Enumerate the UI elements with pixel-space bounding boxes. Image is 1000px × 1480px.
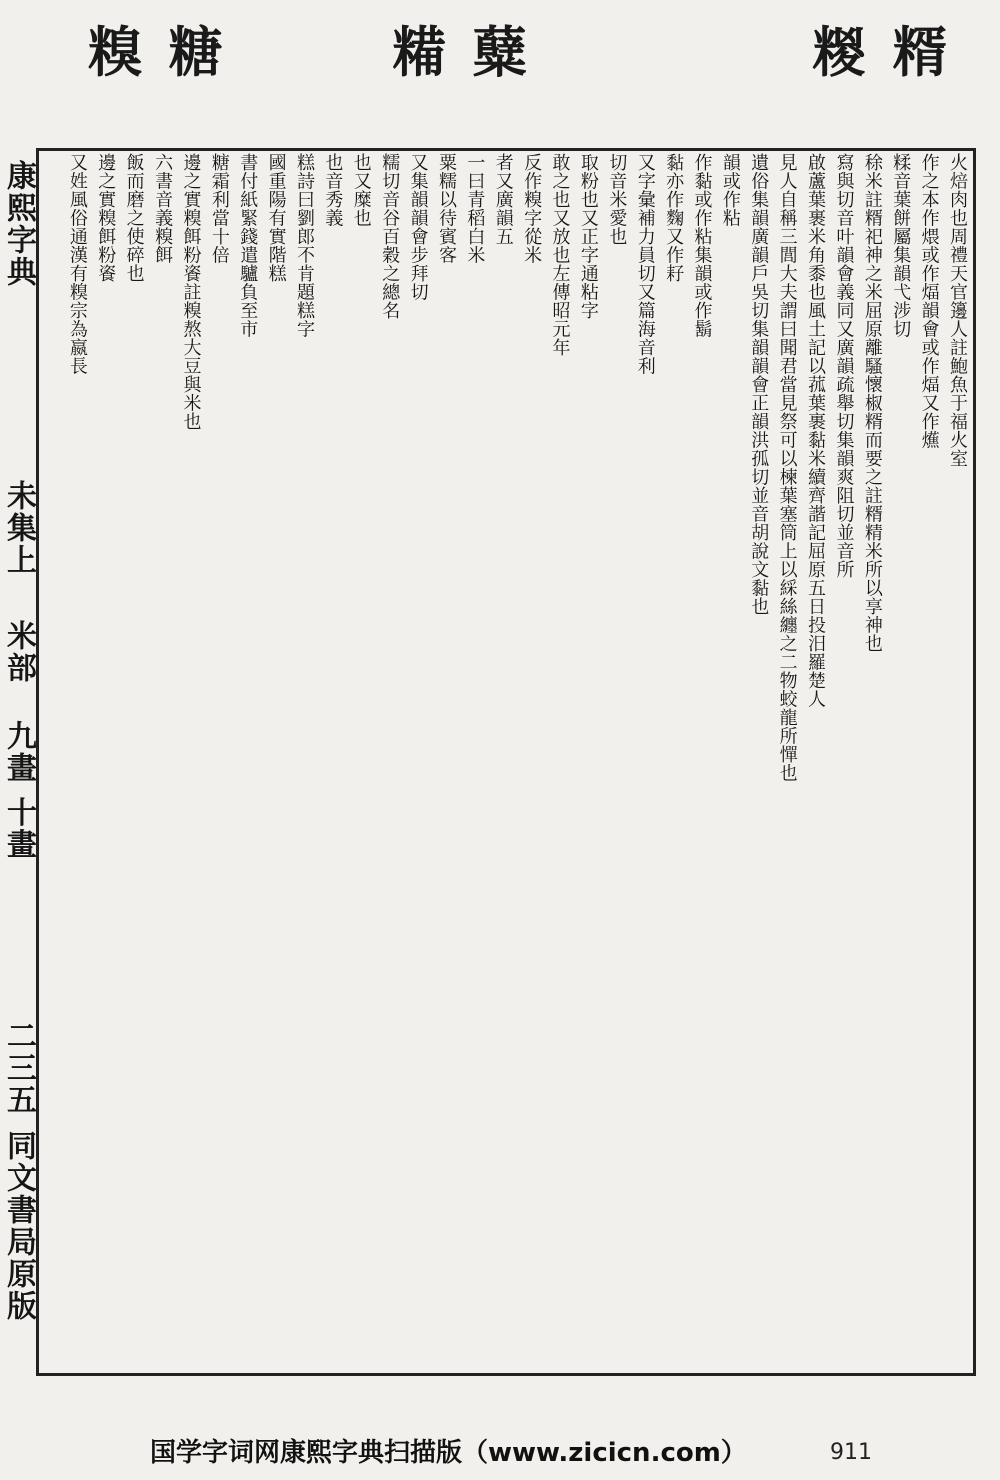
text-column: 作之本作煨或作煏韻會或作煏又作爑 [918,153,940,449]
text-column: 書付紙緊錢遣驢負至市 [237,153,259,338]
seal-script-right: 糉 糈 [812,20,951,84]
page-number: 911 [830,1440,872,1465]
text-column: 黏亦作麴又作耔 [663,153,685,283]
seal-script-left: 糗 糖 [88,20,227,84]
volume-label: 未集上 [1,480,36,576]
dictionary-text-frame [36,148,976,1376]
text-column: 也又糜也 [350,153,372,227]
text-column: 糖霜利當十倍 [208,153,230,264]
text-column: 作黏或作粘集韻或作鬍 [691,153,713,338]
margin-sidebar [0,160,36,1380]
text-column: 糯切音谷百穀之總名 [379,153,401,320]
text-column: 邊之實糗餌粉餈 [95,153,117,283]
book-title: 康熙字典 [1,160,36,288]
volume-page-number: 二三五 [1,1020,36,1116]
text-column: 一曰青稻白米 [464,153,486,264]
text-column: 糅音葉餅屬集韻弋涉切 [890,153,912,338]
text-column: 火焙肉也周禮天官籩人註鮑魚于福火室 [947,153,968,468]
text-column: 啟蘆葉裹米角黍也風土記以菰葉裹黏米續齊諧記屈原五日投汨羅楚人 [805,153,827,708]
text-column: 見人自稱三閭大夫謂曰聞君當見祭可以楝葉塞筒上以綵絲纏之二物蛟龍所憚也 [776,153,798,782]
text-column: 稌米註糈祀神之米屈原離騷懷椒糈而要之註糈精米所以享神也 [861,153,883,653]
seal-script-center: 糒 糵 [392,20,531,84]
text-column: 國重陽有實階糕 [265,153,287,283]
text-column: 又字彙補力員切又篇海音利 [634,153,656,375]
text-column: 飯而磨之使碎也 [123,153,145,283]
text-column: 韻或作粘 [719,153,741,227]
text-column: 又姓風俗通漢有糗宗為嬴長 [66,153,88,375]
text-column: 也音秀義 [322,153,344,227]
text-column: 六書音義糗餌 [152,153,174,264]
text-column: 敢之也又放也左傳昭元年 [549,153,571,357]
text-column: 粟糯以待賓客 [435,153,457,264]
text-column: 切音米愛也 [606,153,628,246]
radical-label: 米部 [1,620,36,684]
page-header [0,0,1000,150]
text-column: 取粉也又正字通粘字 [577,153,599,320]
publisher-label: 同文書局原版 [1,1130,36,1322]
text-columns [41,153,971,1371]
text-column: 邊之實糗餌粉餈註糗熬大豆與米也 [180,153,202,431]
text-column: 糕詩曰劉郎不肯題糕字 [294,153,316,338]
text-column: 反作糗字從米 [521,153,543,264]
text-column: 遺俗集韻廣韻戶吳切集韻韻會正韻洪孤切並音胡說文黏也 [748,153,770,616]
text-column: 者又廣韻五 [492,153,514,246]
text-column: 寫與切音叶韻會義同又廣韻疏舉切集韻爽阻切並音所 [833,153,855,579]
footer-source: 国学字词网康熙字典扫描版（www.zicicn.com） [150,1438,747,1468]
text-column: 又集韻韻會步拜切 [407,153,429,301]
stroke-count-label: 九畫 十畫 [1,720,36,861]
